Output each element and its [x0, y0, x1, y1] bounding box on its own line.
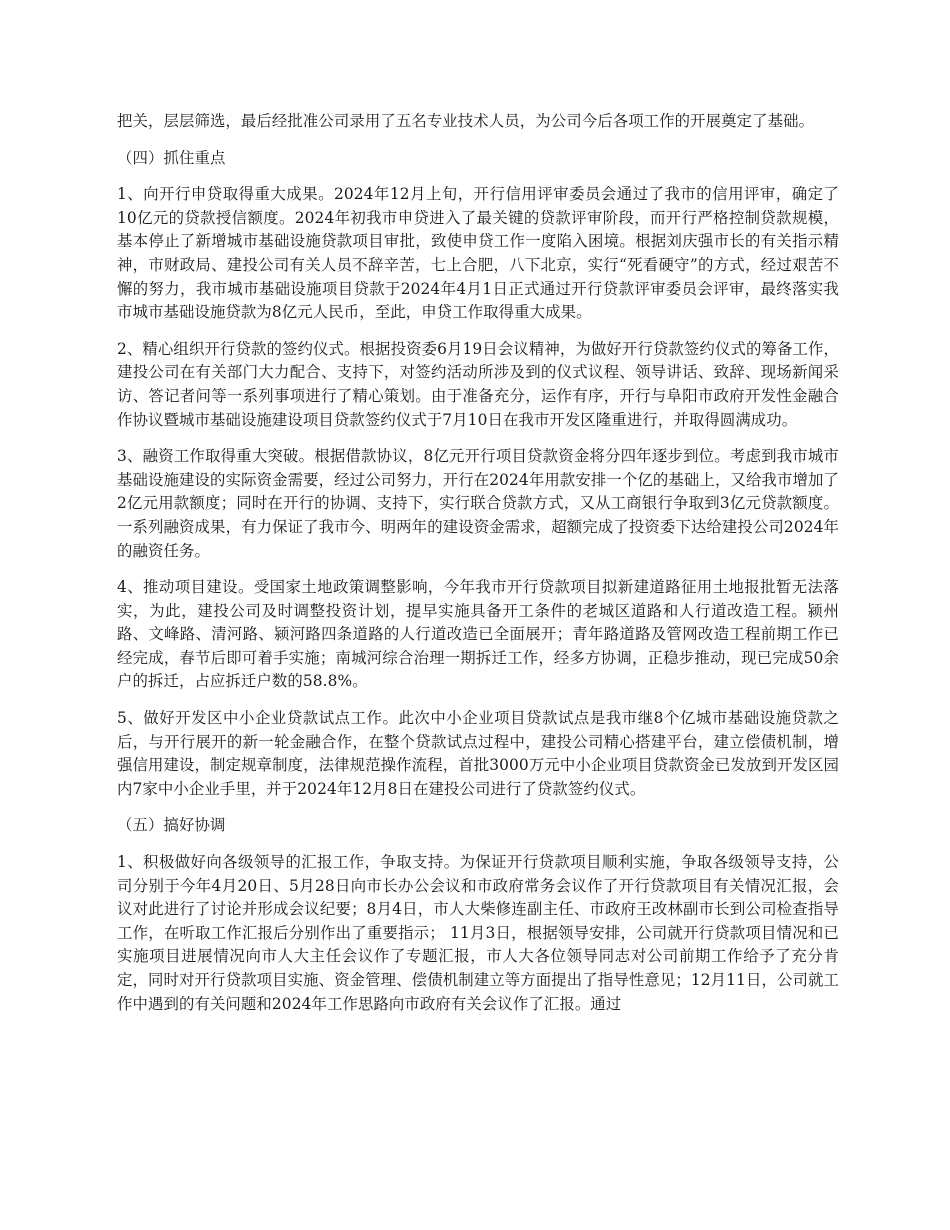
paragraph-item-3: 3、融资工作取得重大突破。根据借款协议，8亿元开行项目贷款资金将分四年逐步到位。考虑到我市城市基础设施建设的实际资金需要，经过公司努力，开行在2024年用款安排一个亿的基础上，又给我市增加了2亿元用款额度；同时在开行的协调、支持下，实行联合贷款方式，又从工商银行争取到3亿元贷款额度。一系列融资成果，有力保证了我市今、明两年的建设资金需求，超额完成了投资委下达给建投公司2024年的融资任务。 [117, 447, 839, 560]
paragraph-item-4: 4、推动项目建设。受国家土地政策调整影响，今年我市开行贷款项目拟新建道路征用土地报批暂无法落实，为此，建投公司及时调整投资计划，提早实施具备开工条件的老城区道路和人行道改造工程。颍州路、文峰路、清河路、颍河路四条道路的人行道改造已全面展开；青年路道路及管网改造工程前期工作已经完成，春节后即可着手实施；南城河综合治理一期拆迁工作，经多方协调，正稳步推动，现已完成50余户的拆迁，占应拆迁户数的58.8%。 [117, 578, 839, 691]
section-heading-five: （五）搞好协调 [117, 816, 226, 835]
paragraph-item-5: 5、做好开发区中小企业贷款试点工作。此次中小企业项目贷款试点是我市继8个亿城市基础设施贷款之后，与开行展开的新一轮金融合作，在整个贷款试点过程中，建投公司精心搭建平台，建立偿债机制，增强信用建设，制定规章制度，法律规范操作流程，首批3000万元中小企业项目贷款资金已发放到开发区园内7家中小企业手里，并于2024年12月8日在建投公司进行了贷款签约仪式。 [117, 709, 839, 798]
paragraph-coordination-1: 1、积极做好向各级领导的汇报工作，争取支持。为保证开行贷款项目顺利实施，争取各级领导支持，公司分别于今年4月20日、5月28日向市长办公会议和市政府常务会议作了开行贷款项目有关情况汇报，会议对此进行了讨论并形成会议纪要；8月4日，市人大柴修连副主任、市政府王改林副市长到公司检查指导工作，在听取工作汇报后分别作出了重要指示； 11月3日，根据领导安排，公司就开行贷款项目情况和已实施项目进展情况向市人大主任会议作了专题汇报，市人大各位领导同志对公司前期工作给予了充分肯定，同时对开行贷款项目实施、资金管理、偿债机制建立等方面提出了指导性意见；12月11日，公司就工作中遇到的有关问题和2024年工作思路向市政府有关会议作了汇报。通过 [117, 853, 839, 1013]
document-page [117, 110, 839, 1029]
paragraph-item-1: 1、向开行申贷取得重大成果。2024年12月上旬，开行信用评审委员会通过了我市的信用评审，确定了10亿元的贷款授信额度。2024年初我市申贷进入了最关键的贷款评审阶段，而开行严格控制贷款规模，基本停止了新增城市基础设施贷款项目审批，致使申贷工作一度陷入困境。根据刘庆强市长的有关指示精神，市财政局、建投公司有关人员不辞辛苦，七上合肥，八下北京，实行“死看硬守”的方式，经过艰苦不懈的努力，我市城市基础设施项目贷款于2024年4月1日正式通过开行贷款评审委员会评审，最终落实我市城市基础设施贷款为8亿元人民币，至此，申贷工作取得重大成果。 [117, 185, 839, 322]
paragraph-intro: 把关，层层筛选，最后经批准公司录用了五名专业技术人员，为公司今后各项工作的开展奠定了基础。 [117, 112, 815, 130]
paragraph-item-2: 2、精心组织开行贷款的签约仪式。根据投资委6月19日会议精神，为做好开行贷款签约仪式的筹备工作，建投公司在有关部门大力配合、支持下，对签约活动所涉及到的仪式议程、领导讲话、致辞、现场新闻采访、答记者问等一系列事项进行了精心策划。由于准备充分，运作有序，开行与阜阳市政府开发性金融合作协议暨城市基础设施建设项目贷款签约仪式于7月10日在我市开发区隆重进行，并取得圆满成功。 [117, 339, 839, 429]
section-heading-four: （四）抓住重点 [117, 148, 226, 167]
